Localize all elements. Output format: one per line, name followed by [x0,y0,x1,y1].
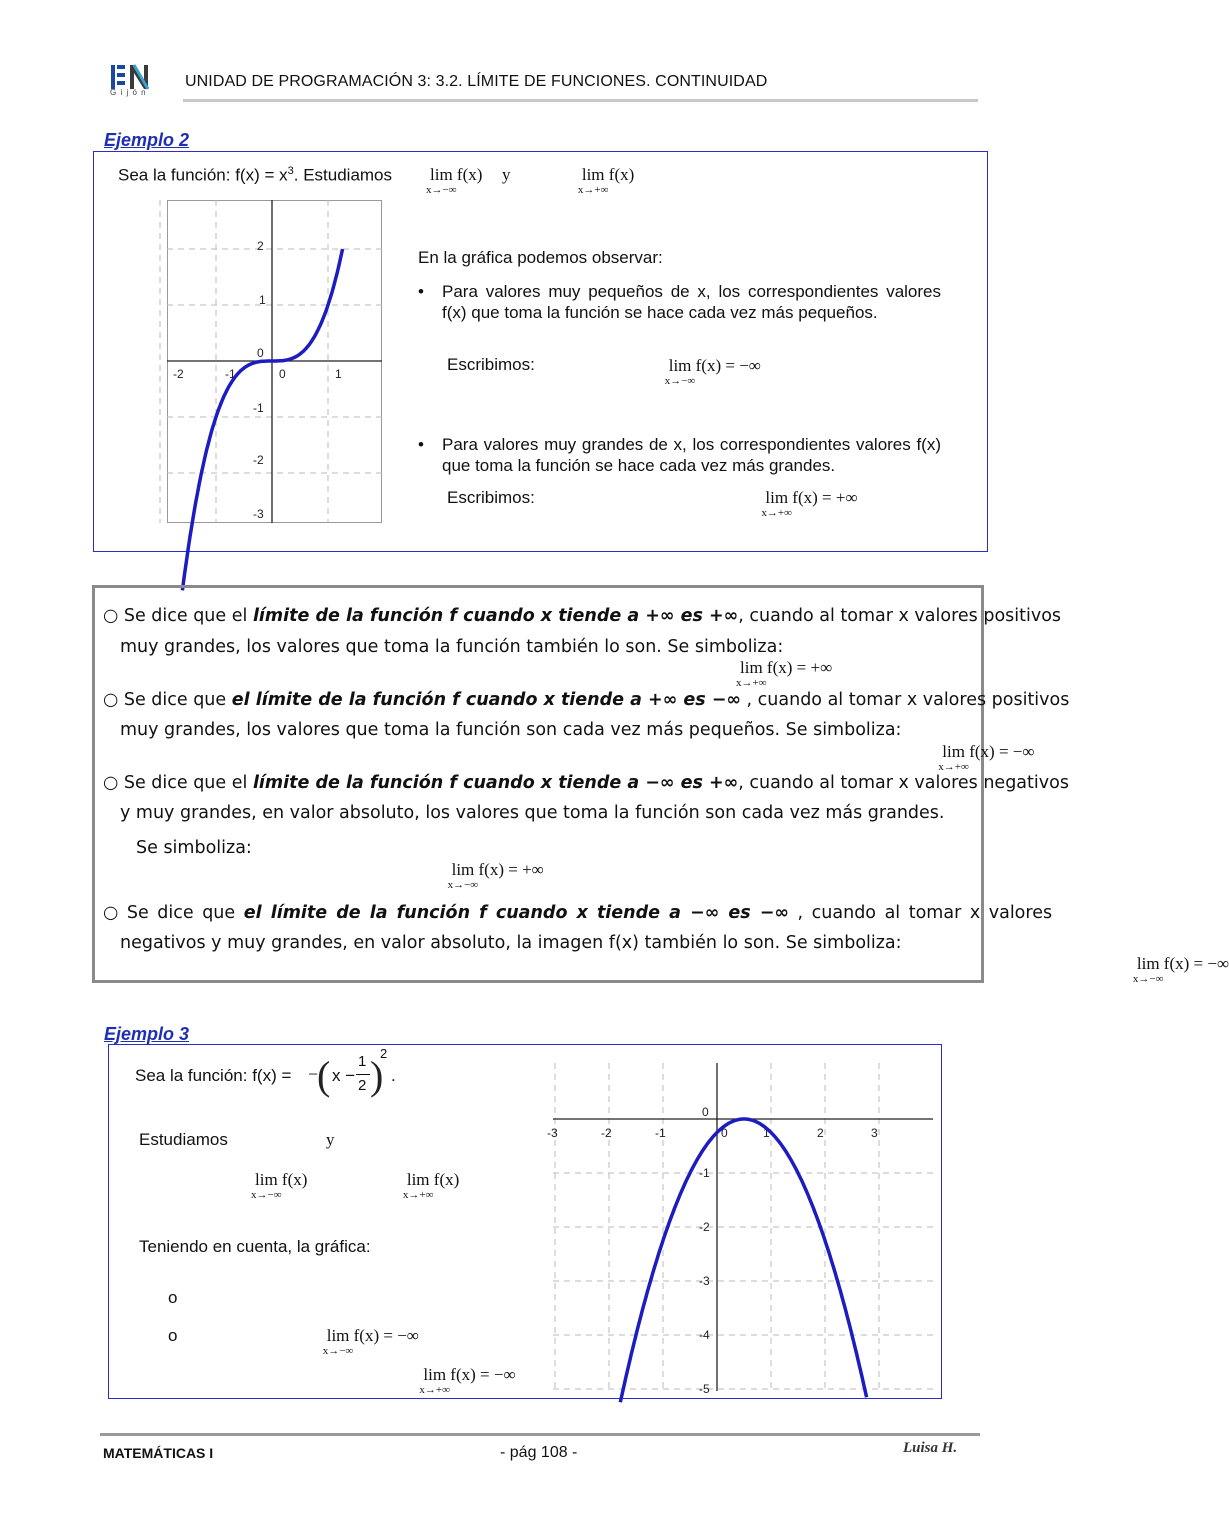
example3-title: Ejemplo 3 [104,1024,190,1044]
y-tick-label: 0 [257,346,264,360]
footer-divider [100,1433,980,1436]
definition-4-line1: ○ Se dice que el límite de la función f cuando x tiende a −∞ es −∞ , cuando al tomar x valores [103,903,1053,923]
definition-3-lim: lim f(x) = +∞ x→−∞ [447,860,544,891]
fraction-bar [356,1074,370,1075]
example3-func-label: Sea la función: f(x) = [135,1066,292,1085]
x-tick-label: 1 [335,367,342,381]
definition-3-line2: y muy grandes, en valor absoluto, los valores que toma la función son cada vez más grandes. [120,803,945,823]
x-tick-label: 2 [817,1126,824,1140]
example3-result2: lim f(x) = −∞ x→+∞ [419,1365,516,1396]
example2-title: Ejemplo 2 [104,130,190,150]
bullet-circle: o [168,1288,178,1307]
example3-func-den: 2 [358,1077,367,1094]
y-tick-label: 2 [257,239,264,253]
example3-y: y [326,1130,335,1149]
cubic-graph [167,200,382,523]
y-tick-label: -2 [253,453,264,467]
example2-bullet2: Para valores muy grandes de x, los correspondientes valores f(x) que toma la función se hace cada vez más grandes. [442,435,941,475]
x-tick-label: 3 [871,1126,878,1140]
definition-4-lim: lim f(x) = −∞ x→−∞ [1132,954,1229,985]
x-tick-label: -2 [173,367,184,381]
example2-bullet1: Para valores muy pequeños de x, los correspondientes valores f(x) que toma la función se hace cada vez más pequeños. [442,282,941,322]
definition-1-line1: ○ Se dice que el límite de la función f cuando x tiende a +∞ es +∞, cuando al tomar x valores positivos [103,606,1062,626]
paren-left: ( [317,1053,331,1098]
example3-considering: Teniendo en cuenta, la gráfica: [139,1237,371,1256]
x-tick-label: -1 [225,367,236,381]
x-tick-label: 1 [763,1126,770,1140]
header-divider [183,99,978,102]
example2-write1-label: Escribimos: [447,355,535,374]
example3-study-label: Estudiamos [139,1130,228,1149]
example3-lim-plus: lim f(x) x→+∞ [402,1170,460,1201]
logo-subtitle: G i j ó n [110,88,147,97]
bullet-dot: • [418,282,424,301]
y-tick-label: -4 [699,1328,710,1342]
author-signature: Luisa H. [903,1440,958,1456]
page-header-title: UNIDAD DE PROGRAMACIÓN 3: 3.2. LÍMITE DE FUNCIONES. CONTINUIDAD [185,73,768,90]
parabola-curve [620,1119,866,1402]
definition-2-lim: lim f(x) = −∞ x→+∞ [938,742,1035,773]
x-tick-label: -2 [601,1126,612,1140]
definition-3-line3: Se simboliza: [136,838,252,858]
example3-func-dot: . [391,1066,396,1085]
example2-write2-lim: lim f(x) = +∞ x→+∞ [761,488,858,519]
y-tick-label: -1 [699,1166,710,1180]
example2-write1-lim: lim f(x) = −∞ x→−∞ [664,356,761,387]
example3-result1: lim f(x) = −∞ x→−∞ [322,1326,419,1357]
y-tick-label: -1 [253,401,264,415]
example2-y: y [502,165,511,184]
y-tick-label: -2 [699,1220,710,1234]
example3-func-num: 1 [358,1053,367,1070]
footer-subject: MATEMÁTICAS I [103,1445,214,1461]
y-tick-label: 0 [702,1105,709,1119]
example3-func-minus: − [308,1064,319,1084]
definition-1-line2: muy grandes, los valores que toma la función también lo son. Se simboliza: [120,637,784,657]
footer-page-number: - pág 108 - [500,1444,578,1461]
definition-2-line1: ○ Se dice que el límite de la función f cuando x tiende a +∞ es −∞ , cuando al tomar x valores positivos [103,690,1070,710]
definition-3-line1: ○ Se dice que el límite de la función f cuando x tiende a −∞ es +∞, cuando al tomar x valores negativos [103,773,1069,793]
example2-lim-minus: lim f(x) x→−∞ [426,165,483,196]
x-tick-label: 0 [279,367,286,381]
example2-lim-plus: lim f(x) x→+∞ [577,165,635,196]
y-tick-label: -3 [699,1274,710,1288]
paren-right: ) [370,1053,384,1098]
example2-write2-label: Escribimos: [447,488,535,507]
x-tick-label: 0 [721,1126,728,1140]
example3-func-x: x − [332,1066,356,1085]
example3-lim-minus: lim f(x) x→−∞ [251,1170,308,1201]
definition-1-lim: lim f(x) = +∞ x→+∞ [736,658,833,689]
definition-2-line2: muy grandes, los valores que toma la función son cada vez más pequeños. Se simboliza: [120,720,902,740]
ies-logo [108,62,160,104]
y-tick-label: -3 [253,507,264,521]
x-tick-label: -3 [547,1126,558,1140]
y-tick-label: 1 [259,293,266,307]
definition-4-line2: negativos y muy grandes, en valor absoluto, la imagen f(x) también lo son. Se simboliza: [120,933,902,953]
parabola-graph [547,1063,935,1396]
bullet-dot: • [418,435,424,454]
x-tick-label: -1 [655,1126,666,1140]
example2-intro: Sea la función: $f(x) = x^3$. Estudiamos [118,165,393,185]
bullet-circle: o [168,1326,178,1345]
y-tick-label: -5 [699,1382,710,1396]
example3-func-exp: 2 [380,1046,388,1061]
example2-observe: En la gráfica podemos observar: [418,248,663,267]
